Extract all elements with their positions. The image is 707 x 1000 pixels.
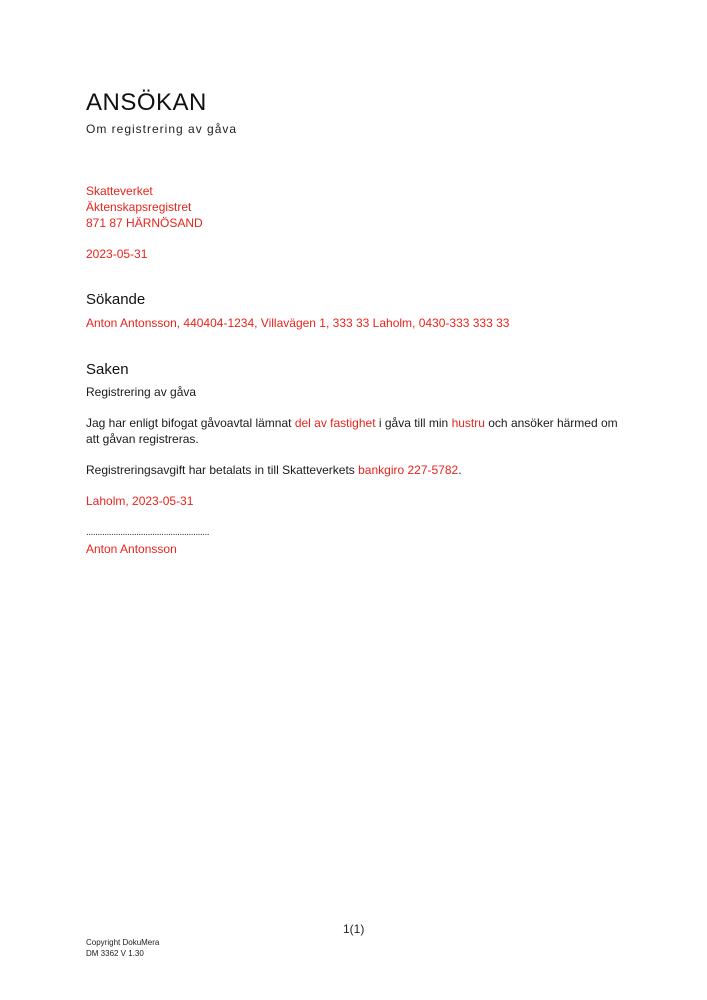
document-subtitle: Om registrering av gåva: [86, 122, 238, 136]
gift-text-3: och ansöker härmed om att gåvan registreras.: [86, 416, 618, 446]
footer-version: DM 3362 V 1.30: [86, 949, 144, 958]
applicant-details: Anton Antonsson, 440404-1234, Villavägen 1, 333 33 Laholm, 0430-333 333 33: [86, 316, 510, 330]
gift-recipient: hustru: [451, 416, 485, 430]
signature-line: ......................................................: [86, 527, 210, 538]
page-number: 1(1): [343, 922, 365, 936]
fee-bankgiro: bankgiro 227-5782: [358, 463, 459, 477]
matter-heading: Saken: [86, 361, 129, 378]
fee-paragraph: [86, 463, 631, 477]
gift-text-2: i gåva till min: [375, 416, 452, 430]
recipient-postal: 871 87 HÄRNÖSAND: [86, 216, 203, 230]
document-title: ANSÖKAN: [86, 89, 207, 116]
signer-name: Anton Antonsson: [86, 542, 177, 556]
footer-copyright: Copyright DokuMera: [86, 938, 160, 947]
fee-text-1: Registreringsavgift har betalats in till Skatteverkets: [86, 463, 359, 477]
gift-paragraph: [86, 415, 631, 447]
applicant-heading: Sökande: [86, 291, 146, 308]
recipient-address: [86, 183, 203, 231]
fee-text-2: .: [458, 463, 462, 477]
document-date: 2023-05-31: [86, 247, 148, 261]
gift-object: del av fastighet: [294, 416, 376, 430]
footer: [86, 937, 159, 959]
matter-line: Registrering av gåva: [86, 385, 197, 399]
recipient-name: Skatteverket: [86, 184, 153, 198]
gift-text-1: Jag har enligt bifogat gåvoavtal lämnat: [86, 416, 295, 430]
signature-place-date: Laholm, 2023-05-31: [86, 494, 194, 508]
recipient-department: Äktenskapsregistret: [86, 200, 192, 214]
